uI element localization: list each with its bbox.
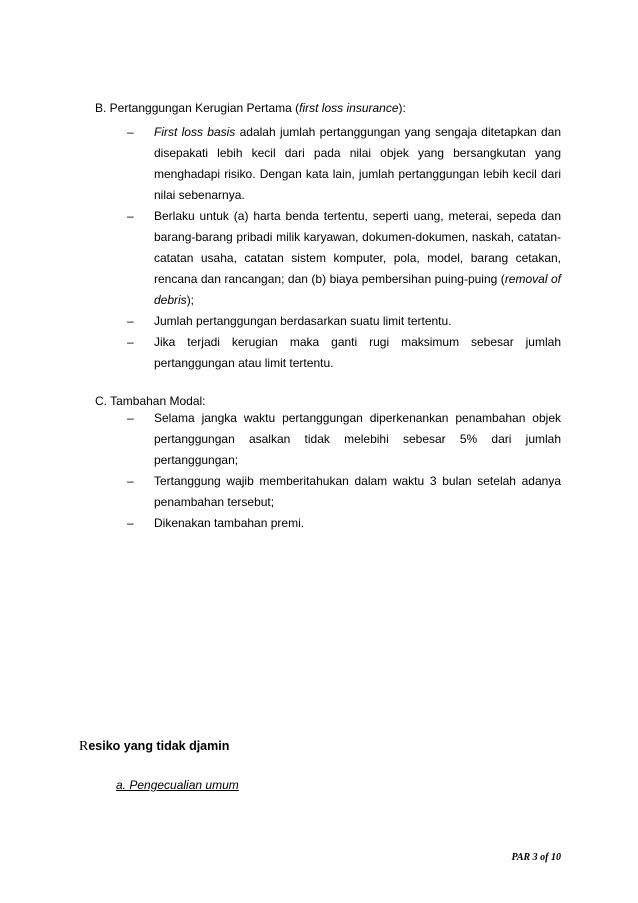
list-item-text: Jumlah pertanggungan berdasarkan suatu limit tertentu.	[154, 314, 452, 328]
list-item	[127, 408, 561, 471]
section-b-title-italic: first loss insurance	[299, 101, 399, 115]
list-item-text	[154, 122, 561, 206]
section-c-list	[127, 408, 561, 534]
list-item	[127, 122, 561, 206]
item-tail: );	[186, 293, 195, 307]
page-footer: PAR 3 of 10	[511, 852, 561, 863]
italic-term: First loss basis	[154, 125, 236, 139]
section-b-list	[127, 122, 561, 374]
list-item-text: Selama jangka waktu pertanggungan diperkenankan penambahan objek pertanggungan asalkan tidak melebihi sebesar 5% dari jumlah pertanggungan;	[154, 411, 561, 467]
dash-bullet: –	[127, 314, 134, 328]
section-b-title-prefix: B. Pertanggungan Kerugian Pertama (	[95, 101, 300, 115]
dash-bullet: –	[127, 411, 134, 425]
list-item-text: Dikenakan tambahan premi.	[154, 516, 305, 530]
list-item-text	[154, 206, 561, 311]
list-item	[127, 513, 561, 534]
section-c-title: C. Tambahan Modal:	[95, 394, 206, 408]
section-b-title-suffix: ):	[398, 101, 406, 115]
list-item-text: Tertanggung wajib memberitahukan dalam waktu 3 bulan setelah adanya penambahan tersebut;	[154, 474, 561, 509]
dash-bullet: –	[127, 474, 134, 488]
list-item-text: Jika terjadi kerugian maka ganti rugi maksimum sebesar jumlah pertanggungan atau limit tertentu.	[154, 335, 561, 370]
heading-rest: esiko yang tidak djamin	[88, 739, 230, 753]
dash-bullet: –	[127, 209, 134, 223]
italic-term: removal of debris	[154, 272, 561, 307]
list-item	[127, 311, 561, 332]
subheading: a. Pengecualian umum	[116, 778, 239, 792]
item-body: adalah jumlah pertanggungan yang sengaja ditetapkan dan disepakati lebih kecil dari pada nilai objek yang bersangkutan yang menghadapi risiko. Dengan kata lain, jumlah pertanggungan lebih kecil dari nilai sebenarnya.	[154, 125, 561, 202]
dash-bullet: –	[127, 516, 134, 530]
dash-bullet: –	[127, 125, 134, 139]
list-item	[127, 332, 561, 374]
list-item	[127, 206, 561, 311]
dash-bullet: –	[127, 335, 134, 349]
item-body: Berlaku untuk (a) harta benda tertentu, seperti uang, meterai, sepeda dan barang-barang pribadi milik karyawan, dokumen-dokumen, naskah, catatan-catatan usaha, catatan sistem komputer, pola, model, barang cetakan, rencana dan rancangan; dan (b) biaya pembersihan puing-puing (	[154, 209, 561, 286]
section-b-title	[95, 100, 406, 116]
section-heading	[79, 738, 229, 755]
list-item	[127, 471, 561, 513]
heading-first-letter: R	[79, 739, 89, 754]
